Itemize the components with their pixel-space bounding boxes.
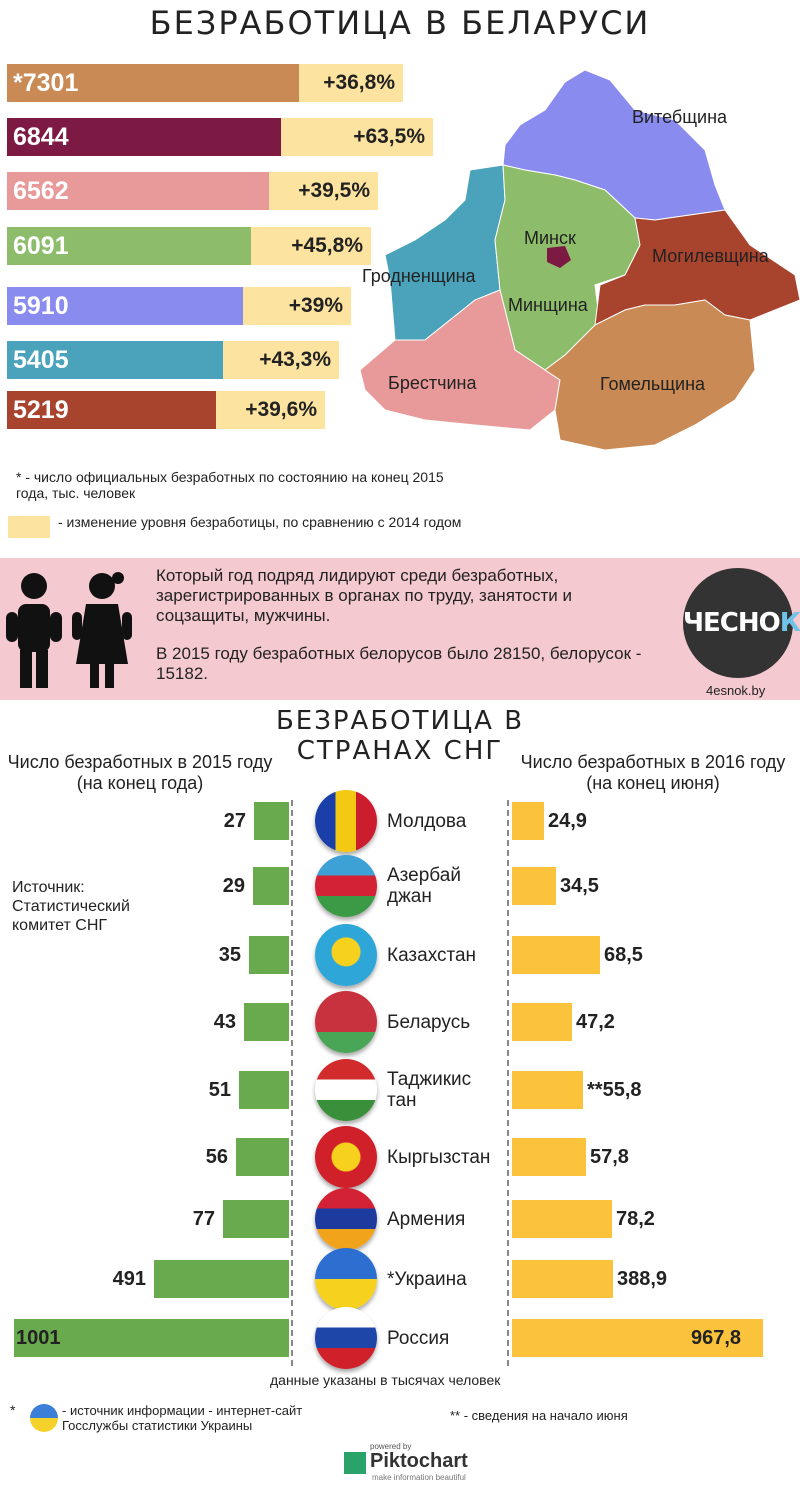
value-2015: 56 [205,1146,228,1168]
regional-bar-change: +43,3% [223,341,339,379]
map-label-gomel: Гомельщина [600,374,706,394]
bar-2015 [154,1260,289,1298]
country-name-line: Казахстан [387,944,477,966]
map-label-minsk: Минск [524,228,576,248]
regional-bar-value: 6562 [7,172,269,210]
units-note: данные указаны в тысячах человек [270,1372,501,1388]
map-label-brest: Брестчина [388,373,477,393]
flag-icon [315,1307,377,1369]
bar-2015 [244,1003,289,1041]
flag-icon [315,790,377,852]
bar-2015 [253,867,289,905]
country-name-line: Кыргызстан [387,1146,491,1168]
value-2015: 77 [192,1208,215,1230]
value-2016: 68,5 [604,944,643,966]
footnote-2: ** - сведения на начало июня [450,1408,628,1423]
left-divider [291,800,293,1366]
band-text-2: В 2015 году безработных белорусов было 28150, белорусок - 15182. [156,644,642,683]
ukraine-small-flag-icon [30,1404,58,1432]
cis-title: БЕЗРАБОТИЦА В СТРАНАХ СНГ [275,706,525,766]
bar-2016 [512,1071,583,1109]
country-name-line: Азербай [387,865,461,886]
band-text-1: Который год подряд лидируют среди безработных, зарегистрированных в органах по труду, занятости и соцзащиты, мужчины. [156,566,572,625]
regional-bar-change: +36,8% [299,64,403,102]
bar-2015 [254,802,289,840]
country-name [387,1328,449,1349]
value-2016: 24,9 [548,810,587,832]
right-divider [507,800,509,1366]
bar-2015 [236,1138,289,1176]
regional-bar-change: +39% [243,287,351,325]
country-name-line: тан [387,1090,417,1111]
regional-bar-change: +45,8% [251,227,371,265]
regional-bar-value: 6091 [7,227,251,265]
man-woman-icon [4,572,134,690]
bar-2016 [512,1260,613,1298]
bar-2015 [239,1071,289,1109]
flag-icon [315,1126,377,1188]
map-label-minsk-oblast: Минщина [508,295,588,315]
country-name [387,1069,471,1111]
flag-icon [315,1248,377,1310]
chesnok-logo: ЧЕСНОК [683,568,793,678]
country-name-line: *Украина [387,1268,467,1290]
country-name [387,945,476,966]
value-2016: **55,8 [587,1079,642,1101]
piktochart-logo-icon [344,1452,366,1474]
regional-bar-value: *7301 [7,64,299,102]
regional-bar-change: +63,5% [281,118,433,156]
value-2016: 388,9 [617,1268,668,1290]
value-2015: 27 [223,810,246,832]
country-name-line: джан [387,886,432,907]
value-2015: 35 [218,944,241,966]
flag-icon [315,1059,377,1121]
value-2016: 967,8 [691,1327,742,1349]
change-swatch [8,516,50,538]
note-star: * - число официальных безработных по состоянию на конец 2015 года, тыс. человек [16,469,444,501]
bar-2015 [249,936,289,974]
value-2015: 43 [213,1011,236,1033]
regional-bar-value: 5405 [7,341,223,379]
country-name [387,865,461,907]
bar-2016 [512,1200,612,1238]
piktochart-brand: Piktochart [370,1450,468,1472]
regional-bar-change: +39,6% [216,391,325,429]
country-name-line: Таджикис [387,1069,472,1090]
bar-2016 [512,936,600,974]
country-name [387,1147,490,1168]
note-swatch: - изменение уровня безработицы, по сравнению с 2014 годом [58,514,462,530]
piktochart-tagline: make information beautiful [372,1473,466,1482]
site-url: 4esnok.by [706,683,766,698]
footnote-1: - источник информации - интернет-сайт Госслужбы статистики Украины [62,1403,303,1433]
flag-icon [315,924,377,986]
country-name [387,811,466,832]
country-name-line: Молдова [387,810,467,832]
value-2016: 34,5 [560,875,599,897]
flag-icon [315,855,377,917]
value-2015: 491 [112,1268,146,1290]
country-name-line: Россия [387,1327,450,1349]
source-note: Источник: Статистический комитет СНГ [12,879,130,934]
flag-icon [315,991,377,1053]
footnote-star: * [10,1402,16,1418]
country-name [387,1209,465,1230]
value-2015: 29 [222,875,245,897]
right-column-head: Число безработных в 2016 году (на конец июня) [520,752,786,793]
map-label-grodno: Гродненщина [362,266,476,286]
bar-2016 [512,867,556,905]
bar-2015 [223,1200,289,1238]
bar-2016 [512,1003,572,1041]
value-2015: 51 [208,1079,231,1101]
page-title: БЕЗРАБОТИЦА В БЕЛАРУСИ [149,4,651,42]
left-column-head: Число безработных в 2015 году (на конец года) [7,752,273,793]
country-name [387,1269,467,1290]
country-name-line: Беларусь [387,1011,471,1033]
flag-icon [315,1188,377,1250]
regional-bar-change: +39,5% [269,172,378,210]
value-2016: 47,2 [576,1011,615,1033]
regional-bar-value: 6844 [7,118,281,156]
value-2016: 78,2 [616,1208,655,1230]
country-name [387,1012,470,1033]
value-2016: 57,8 [590,1146,629,1168]
value-2015: 1001 [16,1327,61,1349]
country-name-line: Армения [387,1208,466,1230]
bar-2016 [512,1138,586,1176]
regional-bar-value: 5910 [7,287,243,325]
regional-bar-value: 5219 [7,391,216,429]
map-label-vitebsk: Витебщина [632,107,728,127]
bar-2016 [512,802,544,840]
map-label-mogilev: Могилевщина [652,246,769,266]
powered-by-label: powered by [370,1442,412,1451]
